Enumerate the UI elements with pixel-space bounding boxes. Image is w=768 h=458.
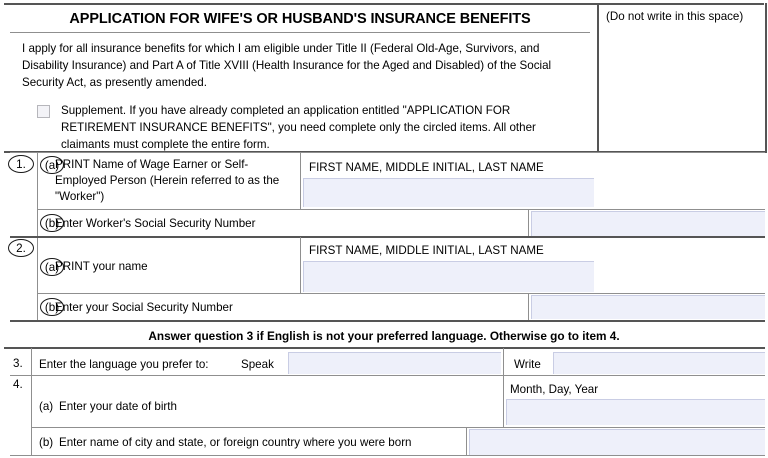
supplement-text: Supplement. If you have already completed an application entitled "APPLICATION FOR RETIREMENT INSURANCE BENEFITS", you need complete only the circled items. All other claimants must complete the entire form. (61, 104, 536, 152)
form-bottom-rule (10, 455, 765, 456)
item3-speak-input[interactable] (288, 352, 501, 374)
header-right-edge (765, 3, 767, 153)
item1-number: 1. (8, 155, 34, 173)
item1-b-label: Enter Worker's Social Security Number (55, 217, 256, 230)
item3-write-input[interactable] (553, 352, 765, 374)
item2-a-label: PRINT your name (55, 260, 148, 273)
item3-write-column-divider (503, 348, 504, 375)
item2-top-rule (10, 236, 765, 238)
item1-b-column-divider (528, 209, 529, 237)
item4-b-label: Enter name of city and state, or foreign country where you were born (59, 436, 412, 449)
item4-b-column-divider (466, 427, 467, 456)
item4-b-marker: (b) (39, 436, 54, 449)
item4-a-column-divider (503, 375, 504, 427)
do-not-write-note: (Do not write in this space) (606, 10, 744, 23)
item4-a-value-hint: Month, Day, Year (510, 383, 599, 396)
item2-b-marker: (b) (40, 298, 64, 316)
item4-a-dob-input[interactable] (506, 399, 765, 425)
item4-a-label: Enter your date of birth (59, 400, 177, 413)
item3-write-label: Write (514, 358, 541, 371)
language-instruction: Answer question 3 if English is not your preferred language. Otherwise go to item 4. (148, 329, 620, 343)
item1-a-marker: (a) (40, 156, 64, 174)
item2-a-value-hint: FIRST NAME, MIDDLE INITIAL, LAST NAME (309, 244, 544, 257)
item2-b-ssn-input[interactable] (531, 295, 765, 319)
item3-speak-label: Speak (241, 358, 274, 371)
item1-b-marker: (b) (40, 214, 64, 232)
item2-a-column-divider (300, 237, 301, 293)
item2-number: 2. (8, 239, 34, 257)
item3-number-column-divider (31, 348, 32, 456)
top-border-rule (4, 3, 764, 5)
item4-a-marker: (a) (39, 400, 54, 413)
title-underline-rule (10, 32, 590, 33)
item2-b-column-divider (528, 293, 529, 320)
item1-b-ssn-input[interactable] (531, 211, 765, 236)
item3-label: Enter the language you prefer to: (39, 358, 209, 371)
item1-top-rule (10, 152, 765, 153)
intro-paragraph: I apply for all insurance benefits for which I am eligible under Title II (Federal Old-Age, Survivors, and Disability Insurance) and Part A of Title XVIII (Health Insurance for the Aged and Disabled) of the Social Security Act, as presently amended. (22, 42, 552, 90)
item2-b-label: Enter your Social Security Number (55, 301, 233, 314)
item2-a-name-input[interactable] (303, 261, 594, 292)
supplement-checkbox[interactable] (37, 105, 50, 118)
language-banner-bottom-rule (4, 347, 765, 349)
item4-number: 4. (13, 378, 23, 391)
item2-b-top-rule (37, 293, 765, 294)
item1-a-value-hint: FIRST NAME, MIDDLE INITIAL, LAST NAME (309, 161, 544, 174)
item2-bottom-rule (10, 320, 765, 322)
item4-b-top-rule (31, 427, 765, 428)
item2-a-marker: (a) (40, 258, 64, 276)
item1-b-top-rule (37, 209, 765, 210)
item3-number: 3. (13, 357, 23, 370)
header-vertical-divider (597, 3, 599, 153)
item1-a-column-divider (300, 152, 301, 209)
item4-b-birthplace-input[interactable] (469, 429, 765, 455)
item3-bottom-rule (10, 375, 765, 376)
form-title: APPLICATION FOR WIFE'S OR HUSBAND'S INSURANCE BENEFITS (69, 11, 531, 27)
item1-a-label: PRINT Name of Wage Earner or Self- Employed Person (Herein referred to as the "Worker") (55, 158, 280, 203)
item1-a-name-input[interactable] (303, 178, 594, 207)
